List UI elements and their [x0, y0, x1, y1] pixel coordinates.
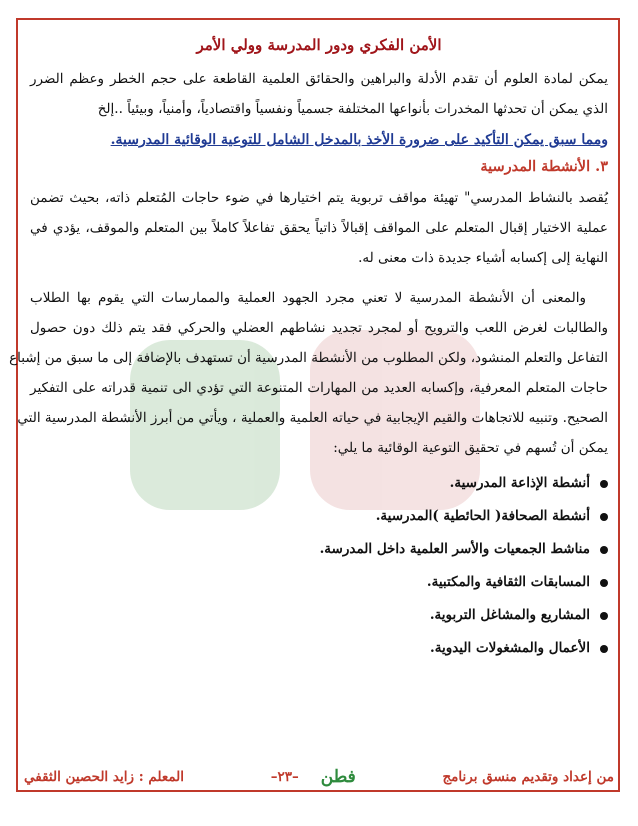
paragraph-line: حاجات المتعلم المعرفية، وإكسابه العديد من المهارات المتنوعة التي تؤدي الى تنمية قدراته على التفكير [30, 380, 608, 396]
footer-teacher: المعلم : زايد الحصين الثقفي [24, 769, 185, 785]
bullet-icon [600, 612, 608, 620]
intro-line: يمكن لمادة العلوم أن تقدم الأدلة والبراهين والحقائق العلمية القاطعة على حجم الخطر وعظم الضرر [30, 71, 608, 87]
bullet-icon [600, 513, 608, 521]
activities-list [30, 467, 608, 665]
list-item: الأعمال والمشغولات اليدوية. [30, 632, 608, 665]
page-title: الأمن الفكري ودور المدرسة وولي الأمر [196, 36, 442, 54]
page-content [9, 36, 608, 665]
paragraph-line: النهاية إلى إكسابه أشياء جديدة ذات معنى له. [358, 250, 608, 266]
list-item: مناشط الجمعيات والأسر العلمية داخل المدرسة. [30, 533, 608, 566]
footer-credit: من إعداد وتقديم منسق برنامج [442, 769, 614, 785]
paragraph-line: والطالبات لغرض اللعب والترويح أو لمجرد تجديد نشاطهم العضلي والحركي فقد يتم ذلك دون حصول [30, 320, 608, 336]
paragraph-line: عملية الاختيار إقبال المتعلم على المواقف إقبالاً ذاتياً يحقق تفاعلاً كاملاً بين المتعلم والموقف، يؤدي في [30, 220, 608, 236]
intro-line: الذي يمكن أن تحدثها المخدرات بأنواعها المختلفة جسمياً ونفسياً واقتصادياً، وأمنياً، وبيئياً ..إلخ [97, 101, 608, 117]
paragraph-line: يُقصد بالنشاط المدرسي" تهيئة مواقف تربوية يتم اختيارها في ضوء حاجات المُتعلم ذاته، بحيث تضمن [30, 190, 608, 206]
paragraph-line: يمكن أن تُسهم في تحقيق التوعية الوقائية ما يلي: [333, 440, 608, 456]
list-item: المشاريع والمشاغل التربوية. [30, 599, 608, 632]
paragraph-line: الصحيح. وتنبيه للاتجاهات والقيم الإيجابية في حياته العلمية والعملية ، ويأتي من أبرز الأنشطة المدرسية التي [17, 410, 608, 426]
bullet-icon [600, 645, 608, 653]
page-number: –٢٣– [270, 769, 299, 785]
section-heading: ٣. الأنشطة المدرسية [480, 158, 608, 175]
list-item: المسابقات الثقافية والمكتبية. [30, 566, 608, 599]
bullet-icon [600, 579, 608, 587]
page-footer [24, 766, 614, 788]
conclusion-text: ومما سبق يمكن التأكيد على ضرورة الأخذ بالمدخل الشامل للتوعية الوقائية المدرسية. [110, 132, 608, 148]
paragraph-line: التفاعل والتعلم المنشود، ولكن المطلوب من الأنشطة المدرسية أن تستهدف بالإضافة إلى ما سبق من إشباع [9, 350, 608, 366]
bullet-icon [600, 480, 608, 488]
paragraph-line: والمعنى أن الأنشطة المدرسية لا تعني مجرد الجهود العملية والممارسات التي يقوم بها الطلاب [30, 290, 586, 306]
bullet-icon [600, 546, 608, 554]
list-item: أنشطة الصحافة( الحائطية )المدرسية. [30, 500, 608, 533]
program-logo: فطن [320, 767, 356, 787]
list-item: أنشطة الإذاعة المدرسية. [30, 467, 608, 500]
